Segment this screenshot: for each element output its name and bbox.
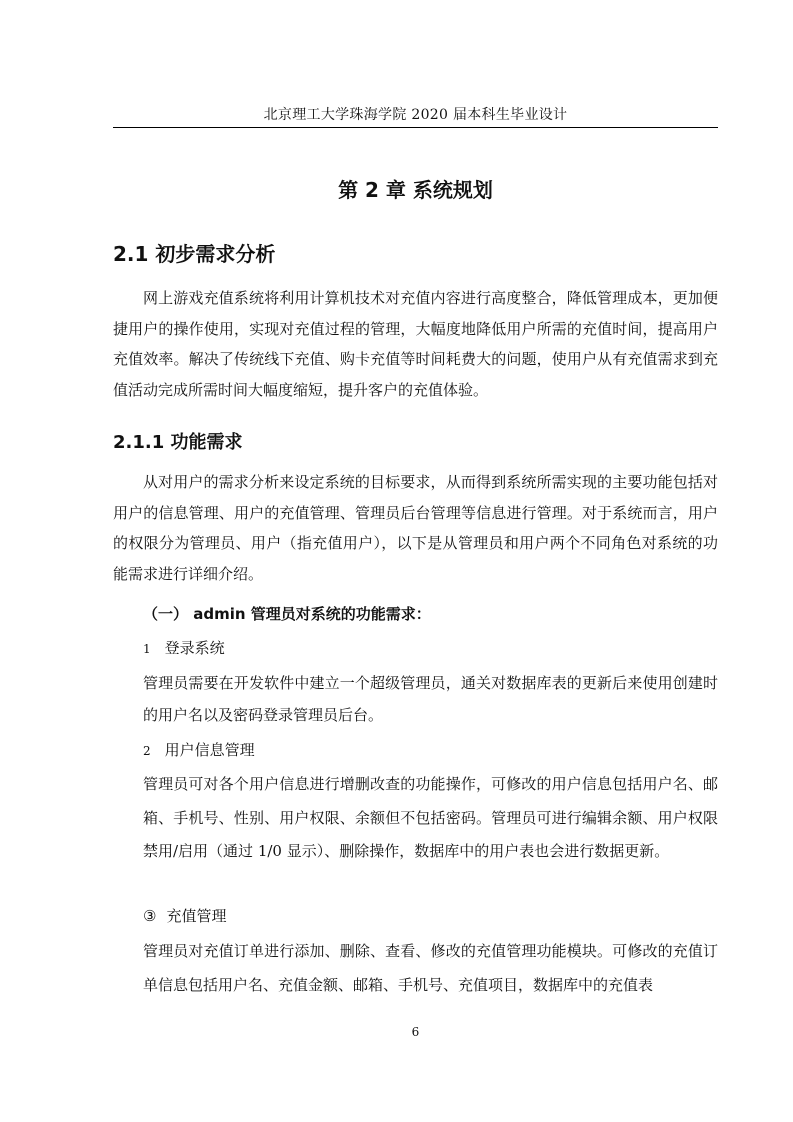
running-header: 北京理工大学珠海学院 2020 届本科生毕业设计: [263, 107, 568, 123]
list-item-login: [143, 637, 225, 658]
item-description-login: 管理员需要在开发软件中建立一个超级管理员，通关对数据库表的更新后来使用创建时的用户名以及密码登录管理员后台。: [143, 674, 718, 724]
item-number: 1: [143, 642, 151, 656]
item-title: 用户信息管理: [164, 741, 255, 759]
page-number: 6: [411, 1025, 420, 1039]
item-number: ③: [143, 907, 157, 925]
item-title: 登录系统: [164, 639, 225, 657]
section-paragraph: 网上游戏充值系统将利用计算机技术对充值内容进行高度整合，降低管理成本，更加便捷用户的操作使用，实现对充值过程的管理，大幅度地降低用户所需的充值时间，提高用户充值效率。解决了传统线下充值、购卡充值等时间耗费大的问题，使用户从有充值需求到充值活动完成所需时间大幅度缩短，提升客户的充值体验。: [113, 289, 718, 399]
item-description-recharge-management: 管理员对充值订单进行添加、删除、查看、修改的充值管理功能模块。可修改的充值订单信息包括用户名、充值金额、邮箱、手机号、充值项目，数据库中的充值表: [143, 942, 718, 994]
subsection-heading: 2.1.1 功能需求: [113, 432, 243, 453]
header-divider: [113, 127, 718, 128]
item-number: 2: [143, 744, 151, 758]
chapter-title: 第 2 章 系统规划: [338, 178, 493, 202]
item-description-user-management: 管理员可对各个用户信息进行增删改查的功能操作，可修改的用户信息包括用户名、邮箱、手机号、性别、用户权限、余额但不包括密码。管理员可进行编辑余额、用户权限禁用/启用（通过 1/0 显示）、删除操作，数据库中的用户表也会进行数据更新。: [143, 775, 718, 860]
item-title: 充值管理: [166, 907, 227, 925]
list-item-recharge-management: [143, 905, 226, 926]
admin-requirements-heading: （一） admin 管理员对系统的功能需求：: [143, 605, 431, 623]
section-heading: 2.1 初步需求分析: [113, 242, 276, 266]
subsection-paragraph: 从对用户的需求分析来设定系统的目标要求，从而得到系统所需实现的主要功能包括对用户的信息管理、用户的充值管理、管理员后台管理等信息进行管理。对于系统而言，用户的权限分为管理员、用户（指充值用户），以下是从管理员和用户两个不同角色对系统的功能需求进行详细介绍。: [113, 473, 718, 583]
list-item-user-management: [143, 739, 255, 760]
